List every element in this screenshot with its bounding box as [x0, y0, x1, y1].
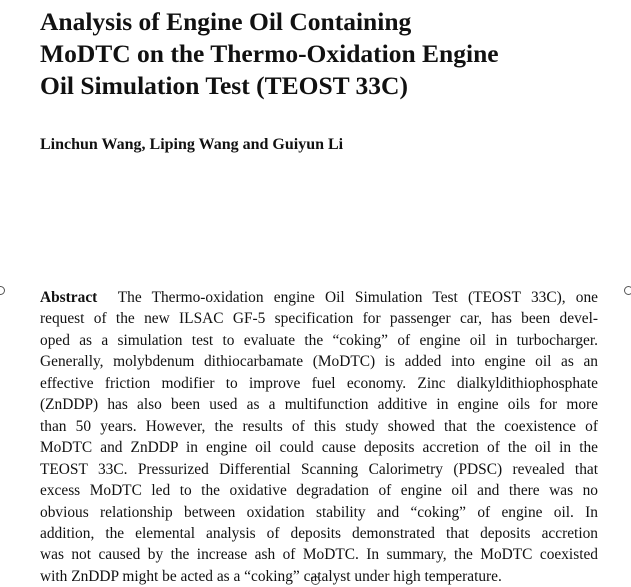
abstract-line: request of the new ILSAC GF-5 specification for passenger car, has been devel- [40, 310, 598, 328]
abstract-line: Generally, molybdenum dithiocarbamate (MoDTC) is added into engine oil as an [40, 353, 598, 371]
abstract-block [40, 287, 598, 587]
author-list: Linchun Wang, Liping Wang and Guiyun Li [40, 136, 344, 153]
abstract-line-last: with ZnDDP might be acted as a “coking” catalyst under high temperature. [40, 567, 502, 585]
abstract-line: addition, the elemental analysis of deposits demonstrated that deposits accretion [40, 524, 598, 542]
abstract-line: was not caused by the increase ash of MoDTC. In summary, the MoDTC coexisted [40, 546, 598, 564]
abstract-first-line-text: The Thermo-oxidation engine Oil Simulation Test (TEOST 33C), one [117, 289, 599, 306]
abstract-line: MoDTC and ZnDDP in engine oil could cause deposits accretion of the oil in the [40, 439, 598, 457]
abstract-line [40, 287, 598, 308]
abstract-label: Abstract [40, 289, 98, 306]
abstract-line: TEOST 33C. Pressurized Differential Scanning Calorimetry (PDSC) revealed that [40, 460, 598, 478]
title-line: Analysis of Engine Oil Containing [40, 7, 412, 36]
abstract-line: oped as a simulation test to evaluate the “coking” of engine oil in turbocharger. [40, 331, 598, 349]
crop-mark-right [624, 286, 631, 295]
title-line: Oil Simulation Test (TEOST 33C) [40, 71, 408, 100]
title-line: MoDTC on the Thermo-Oxidation Engine [40, 39, 499, 68]
abstract-line: effective friction modifier to improve fuel economy. Zinc dialkyldithiophosphate [40, 374, 598, 392]
crop-mark-left [0, 286, 5, 295]
abstract-line: (ZnDDP) has also been used as a multifunction additive in engine oils for more [40, 396, 598, 414]
paper-title [40, 6, 600, 102]
abstract-line: excess MoDTC led to the oxidative degradation of engine oil and there was no [40, 482, 598, 500]
abstract-line: obvious relationship between oxidation stability and “coking” of engine oil. In [40, 503, 598, 521]
abstract-line: than 50 years. However, the results of this study showed that the coexistence of [40, 417, 598, 435]
